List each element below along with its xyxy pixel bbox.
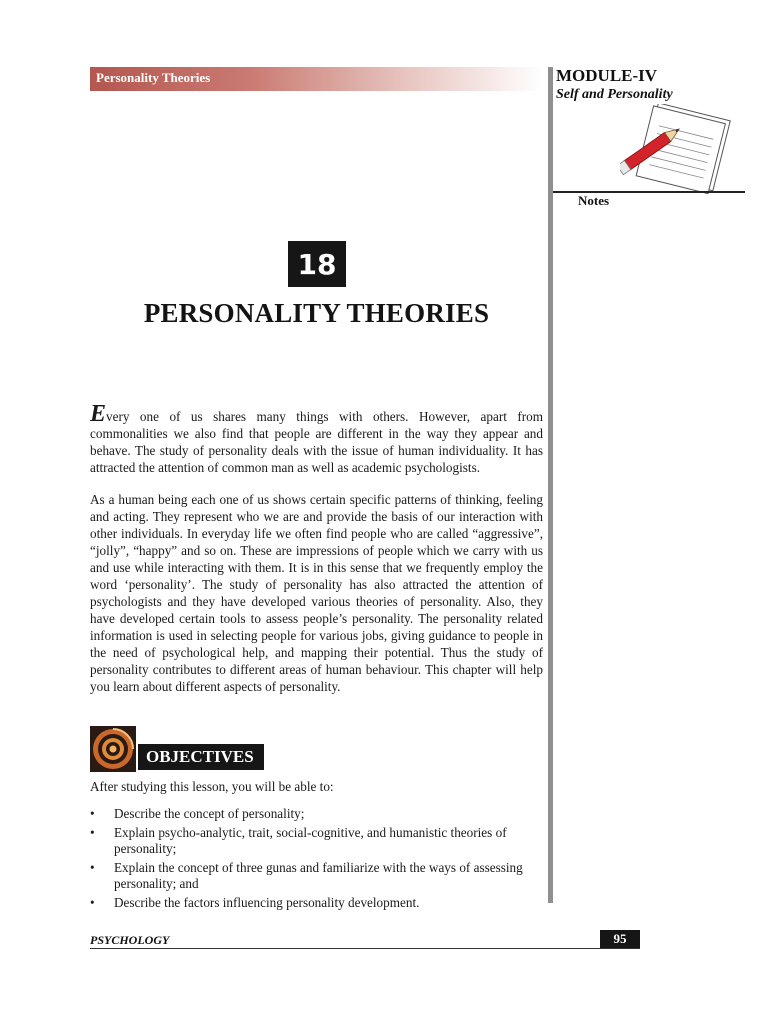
- running-header-title: Personality Theories: [96, 70, 211, 85]
- notes-label: Notes: [578, 193, 610, 208]
- body-paragraph: As a human being each one of us shows certain specific patterns of thinking, feeling and acting. They represent who we are and provide the basis of our interaction with other individuals. In everyday life we often find people who are called “aggressive”, “jolly”, “happy” and so on. These are impressions of people which we carry with us and use while interacting with them. It is in this sense that we frequently employ the word ‘personality’. The study of personality has also attracted the attention of psychologists and they have developed various theories of personality. Also, they have developed certain tools to assess people’s personality. The personality related information is used in selecting people for various jobs, giving guidance to people in the need of psychological help, and mapping their potential. Thus the study of personality contributes to different areas of human behaviour. This chapter will help you learn about different aspects of personality.: [90, 492, 543, 694]
- chapter-number: 18: [297, 247, 337, 281]
- objectives-list: [90, 806, 543, 913]
- list-item: • Explain psycho-analytic, trait, social-cognitive, and humanistic theories of personality;: [90, 825, 543, 858]
- list-item: • Describe the concept of personality;: [90, 806, 543, 823]
- drop-cap: E: [90, 401, 107, 427]
- footer-rule: [90, 948, 640, 949]
- module-title: MODULE-IV: [556, 66, 658, 85]
- module-subtitle: Self and Personality: [556, 87, 673, 102]
- target-spiral-icon: [90, 726, 136, 772]
- running-header: [90, 67, 543, 91]
- footer-subject: PSYCHOLOGY: [90, 933, 170, 947]
- chapter-number-badge: [288, 241, 346, 287]
- list-item: • Explain the concept of three gunas and familiarize with the ways of assessing personality; and: [90, 860, 543, 893]
- objectives-intro: After studying this lesson, you will be able to:: [90, 779, 334, 794]
- intro-paragraph: [90, 401, 543, 476]
- notepad-pencil-icon: [620, 104, 740, 196]
- page-number: 95: [600, 930, 640, 948]
- list-item: • Describe the factors influencing personality development.: [90, 895, 543, 912]
- chapter-title: PERSONALITY THEORIES: [143, 298, 490, 328]
- intro-paragraph-text: very one of us shares many things with others. However, apart from commonalities we also find that people are different in the way they appear and behave. The study of personality deals with the issue of human individuality. It has attracted the attention of common man as well as academic psychologists.: [90, 409, 543, 475]
- objectives-heading: OBJECTIVES: [138, 744, 264, 770]
